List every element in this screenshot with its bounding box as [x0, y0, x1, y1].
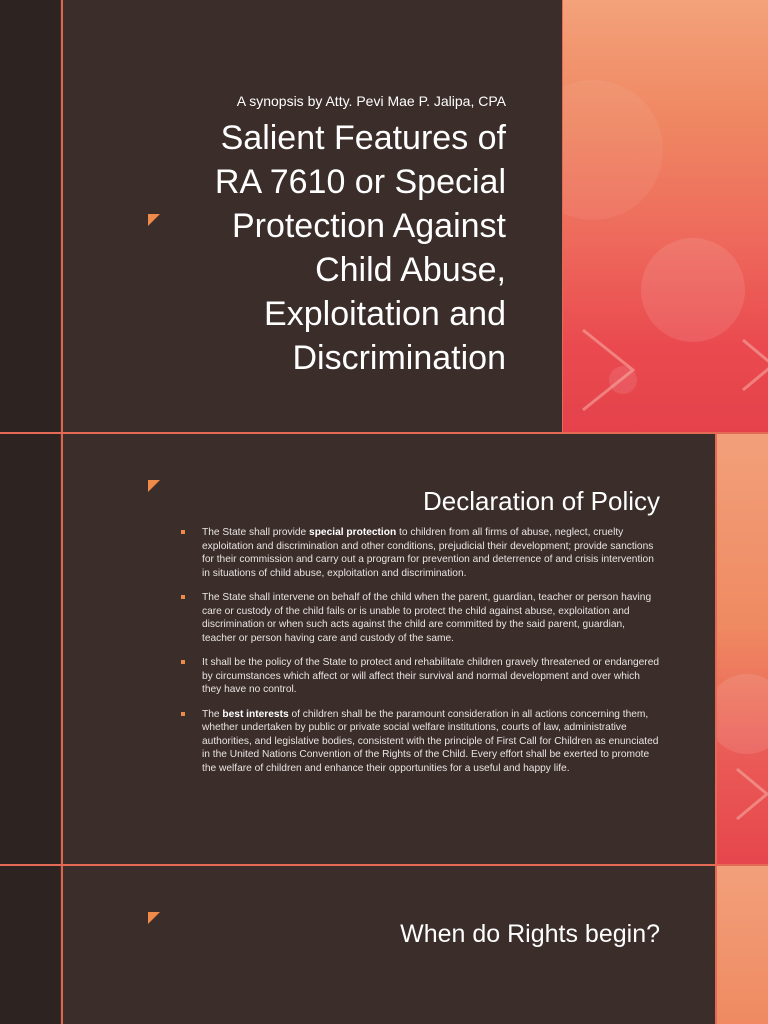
square-bullet-icon — [181, 595, 185, 599]
page-title — [150, 116, 506, 380]
title-line: Salient Features of — [220, 119, 506, 157]
title-line: Exploitation and — [264, 295, 506, 333]
title-slide — [0, 0, 768, 432]
square-bullet-icon — [181, 712, 185, 716]
policy-slide — [0, 434, 768, 864]
decorative-gradient-panel — [563, 0, 768, 432]
title-line: Child Abuse, — [315, 251, 506, 289]
title-line: RA 7610 or Special — [214, 163, 506, 201]
left-stripe — [0, 866, 60, 1024]
decorative-gradient-panel — [717, 434, 768, 864]
slide-bullet-icon — [148, 480, 160, 492]
left-accent-line — [61, 434, 63, 864]
policy-list — [180, 526, 660, 786]
section-heading: Declaration of Policy — [423, 486, 660, 516]
slide-bullet-icon — [148, 912, 160, 924]
square-bullet-icon — [181, 530, 185, 534]
title-line: Protection Against — [231, 207, 506, 245]
left-accent-line — [61, 866, 63, 1024]
rights-slide — [0, 866, 768, 1024]
list-item: The best interests of children shall be the paramount consideration in all actions concerning them, whether undertaken by public or private social welfare institutions, courts of law, administrative authorities, and legislative bodies, consistent with the principle of First Call for Children as enunciated in the United Nations Convention of the Rights of the Child. Every effort shall be exerted to promote the welfare of children and enhance their opportunities for a useful and happy life. — [180, 708, 660, 776]
title-line: Discrimination — [292, 339, 506, 377]
section-heading: When do Rights begin? — [400, 920, 660, 948]
list-item: It shall be the policy of the State to protect and rehabilitate children gravely threatened or endangered by circumstances which affect or will affect their survival and normal development and over which they have no control. — [180, 656, 660, 697]
square-bullet-icon — [181, 660, 185, 664]
left-stripe — [0, 0, 60, 432]
list-item: The State shall provide special protection to children from all firms of abuse, neglect, cruelty exploitation and discrimination and other conditions, prejudicial their development; provide sanctions for their commission and carry out a program for prevention and deterrence of and crisis intervention in situations of child abuse, exploitation and discrimination. — [180, 526, 660, 580]
left-stripe — [0, 434, 60, 864]
list-item: The State shall intervene on behalf of the child when the parent, guardian, teacher or person having care or custody of the child fails or is unable to protect the child against abuse, exploitation and discrimination or when such acts against the child are committed by the said parent, guardian, teacher or person having care and custody of the same. — [180, 591, 660, 645]
subtitle: A synopsis by Atty. Pevi Mae P. Jalipa, CPA — [236, 93, 506, 109]
decorative-gradient-panel — [717, 866, 768, 1024]
left-accent-line — [61, 0, 63, 432]
